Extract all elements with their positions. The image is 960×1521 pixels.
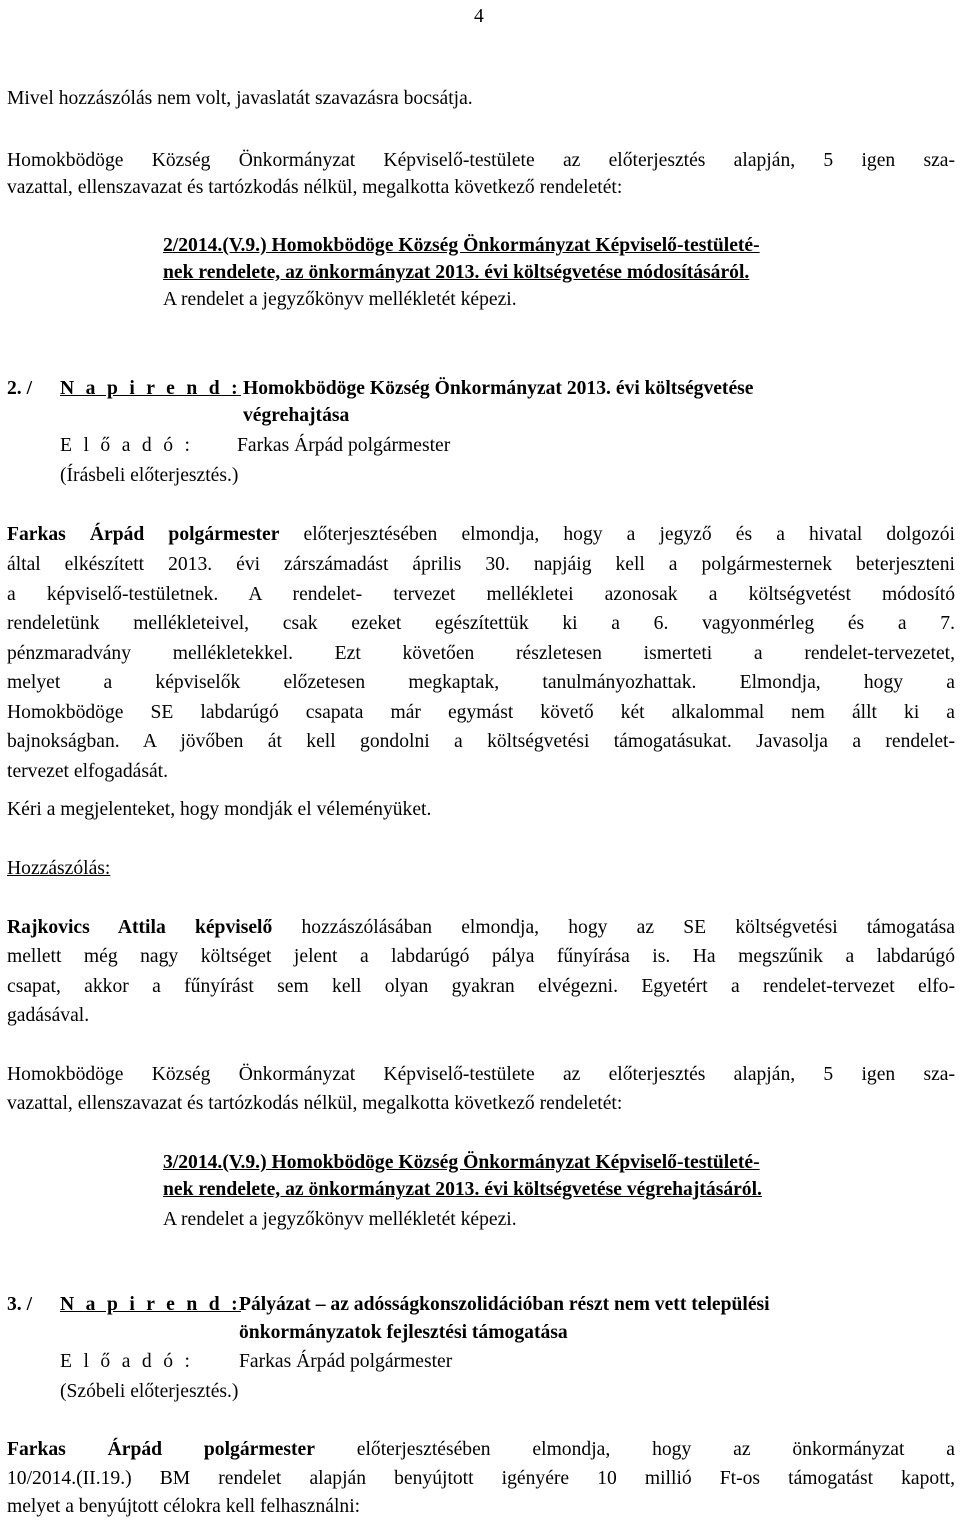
- paragraph-line: által elkészített 2013. évi zárszámadást április 30. napjáig kell a polgármesternek beterjeszteni: [7, 554, 955, 575]
- proposal-type: (Írásbeli előterjesztés.): [60, 465, 239, 486]
- comment-heading: Hozzászólás:: [7, 858, 111, 879]
- vote-result-line: Homokbödöge Község Önkormányzat Képviselő-testülete az előterjesztés alapján, 5 igen sza-: [7, 1064, 955, 1085]
- decree-title-line: nek rendelete, az önkormányzat 2013. évi költségvetése végrehajtásáról.: [163, 1179, 762, 1200]
- proposal-type: (Szóbeli előterjesztés.): [60, 1381, 239, 1402]
- paragraph-text: hozzászólásában elmondja, hogy az SE költségvetési támogatása: [301, 917, 955, 938]
- paragraph-text: előterjesztésében elmondja, hogy az önkormányzat a: [356, 1439, 955, 1460]
- paragraph-text: előterjesztésében elmondja, hogy a jegyző és a hivatal dolgozói: [303, 524, 955, 545]
- decree-annex-note: A rendelet a jegyzőkönyv mellékletét képezi.: [163, 1209, 517, 1230]
- paragraph-line: mellett még nagy költséget jelent a labdarúgó pálya fűnyírása is. Ha megszűnik a labdarúgó: [7, 946, 955, 967]
- paragraph-line: Homokbödöge SE labdarúgó csapata már egymást követő két alkalommal nem állt ki a: [7, 702, 955, 723]
- paragraph-line: rendeletünk mellékleteivel, csak ezeket egészítettük ki a 6. vagyonmérleg és a 7.: [7, 613, 955, 634]
- paragraph-line: 10/2014.(II.19.) BM rendelet alapján benyújtott igényére 10 millió Ft-os támogatást kapott,: [7, 1468, 955, 1489]
- agenda-item-number: 2. /: [7, 378, 33, 399]
- paragraph-line: csapat, akkor a fűnyírást sem kell olyan gyakran elvégezni. Egyetért a rendelet-tervezet elfo-: [7, 976, 955, 997]
- speaker-name: Farkas Árpád polgármester: [7, 1439, 315, 1460]
- decree-title-line: 3/2014.(V.9.) Homokbödöge Község Önkormányzat Képviselő-testületé-: [163, 1152, 760, 1173]
- agenda-title-line: végrehajtása: [243, 405, 350, 426]
- paragraph-line: tervezet elfogadását.: [7, 761, 169, 782]
- paragraph-line: gadásával.: [7, 1005, 90, 1026]
- presenter-label: E l ő a d ó :: [60, 435, 194, 456]
- paragraph-line: pénzmaradvány mellékletekkel. Ezt követően részletesen ismerteti a rendelet-tervezetet,: [7, 643, 955, 664]
- agenda-title-line: Homokbödöge Község Önkormányzat 2013. évi költségvetése: [243, 378, 754, 399]
- paragraph-line: bajnokságban. A jövőben át kell gondolni a költségvetési támogatásukat. Javasolja a rendelet-: [7, 731, 955, 752]
- paragraph-no-comments: Mivel hozzászólás nem volt, javaslatát szavazásra bocsátja.: [7, 88, 473, 109]
- page-number: 4: [474, 6, 484, 27]
- agenda-label: N a p i r e n d :: [60, 1294, 241, 1315]
- agenda-title-line: Pályázat – az adósságkonszolidációban részt nem vett települési: [239, 1294, 770, 1315]
- paragraph-line: [7, 1437, 955, 1463]
- decree-annex-note: A rendelet a jegyzőkönyv mellékletét képezi.: [163, 289, 517, 310]
- agenda-label: N a p i r e n d :: [60, 378, 241, 399]
- agenda-title-line: önkormányzatok fejlesztési támogatása: [239, 1322, 568, 1343]
- speaker-name: Rajkovics Attila képviselő: [7, 917, 273, 938]
- decree-title-line: nek rendelete, az önkormányzat 2013. évi költségvetése módosításáról.: [163, 262, 750, 283]
- paragraph-line: [7, 915, 955, 941]
- paragraph-line: a képviselő-testületnek. A rendelet- tervezet mellékletei azonosak a költségvetést módosító: [7, 584, 955, 605]
- decree-title-line: 2/2014.(V.9.) Homokbödöge Község Önkormányzat Képviselő-testületé-: [163, 235, 760, 256]
- presenter-name: Farkas Árpád polgármester: [237, 435, 451, 456]
- presenter-label: E l ő a d ó :: [60, 1351, 194, 1372]
- agenda-item-number: 3. /: [7, 1294, 33, 1315]
- speaker-name: Farkas Árpád polgármester: [7, 524, 280, 545]
- presenter-name: Farkas Árpád polgármester: [239, 1351, 453, 1372]
- paragraph-line: melyet a képviselők előzetesen megkaptak, tanulmányozhattak. Elmondja, hogy a: [7, 672, 955, 693]
- request-for-opinions: Kéri a megjelenteket, hogy mondják el véleményüket.: [7, 799, 432, 820]
- vote-result-line: vazattal, ellenszavazat és tartózkodás nélkül, megalkotta következő rendeletét:: [7, 1093, 623, 1114]
- vote-result-line: Homokbödöge Község Önkormányzat Képviselő-testülete az előterjesztés alapján, 5 igen sza-: [7, 150, 955, 171]
- paragraph-line: [7, 522, 955, 548]
- paragraph-line: melyet a benyújtott célokra kell felhasználni:: [7, 1496, 361, 1517]
- vote-result-line: vazattal, ellenszavazat és tartózkodás nélkül, megalkotta következő rendeletét:: [7, 177, 623, 198]
